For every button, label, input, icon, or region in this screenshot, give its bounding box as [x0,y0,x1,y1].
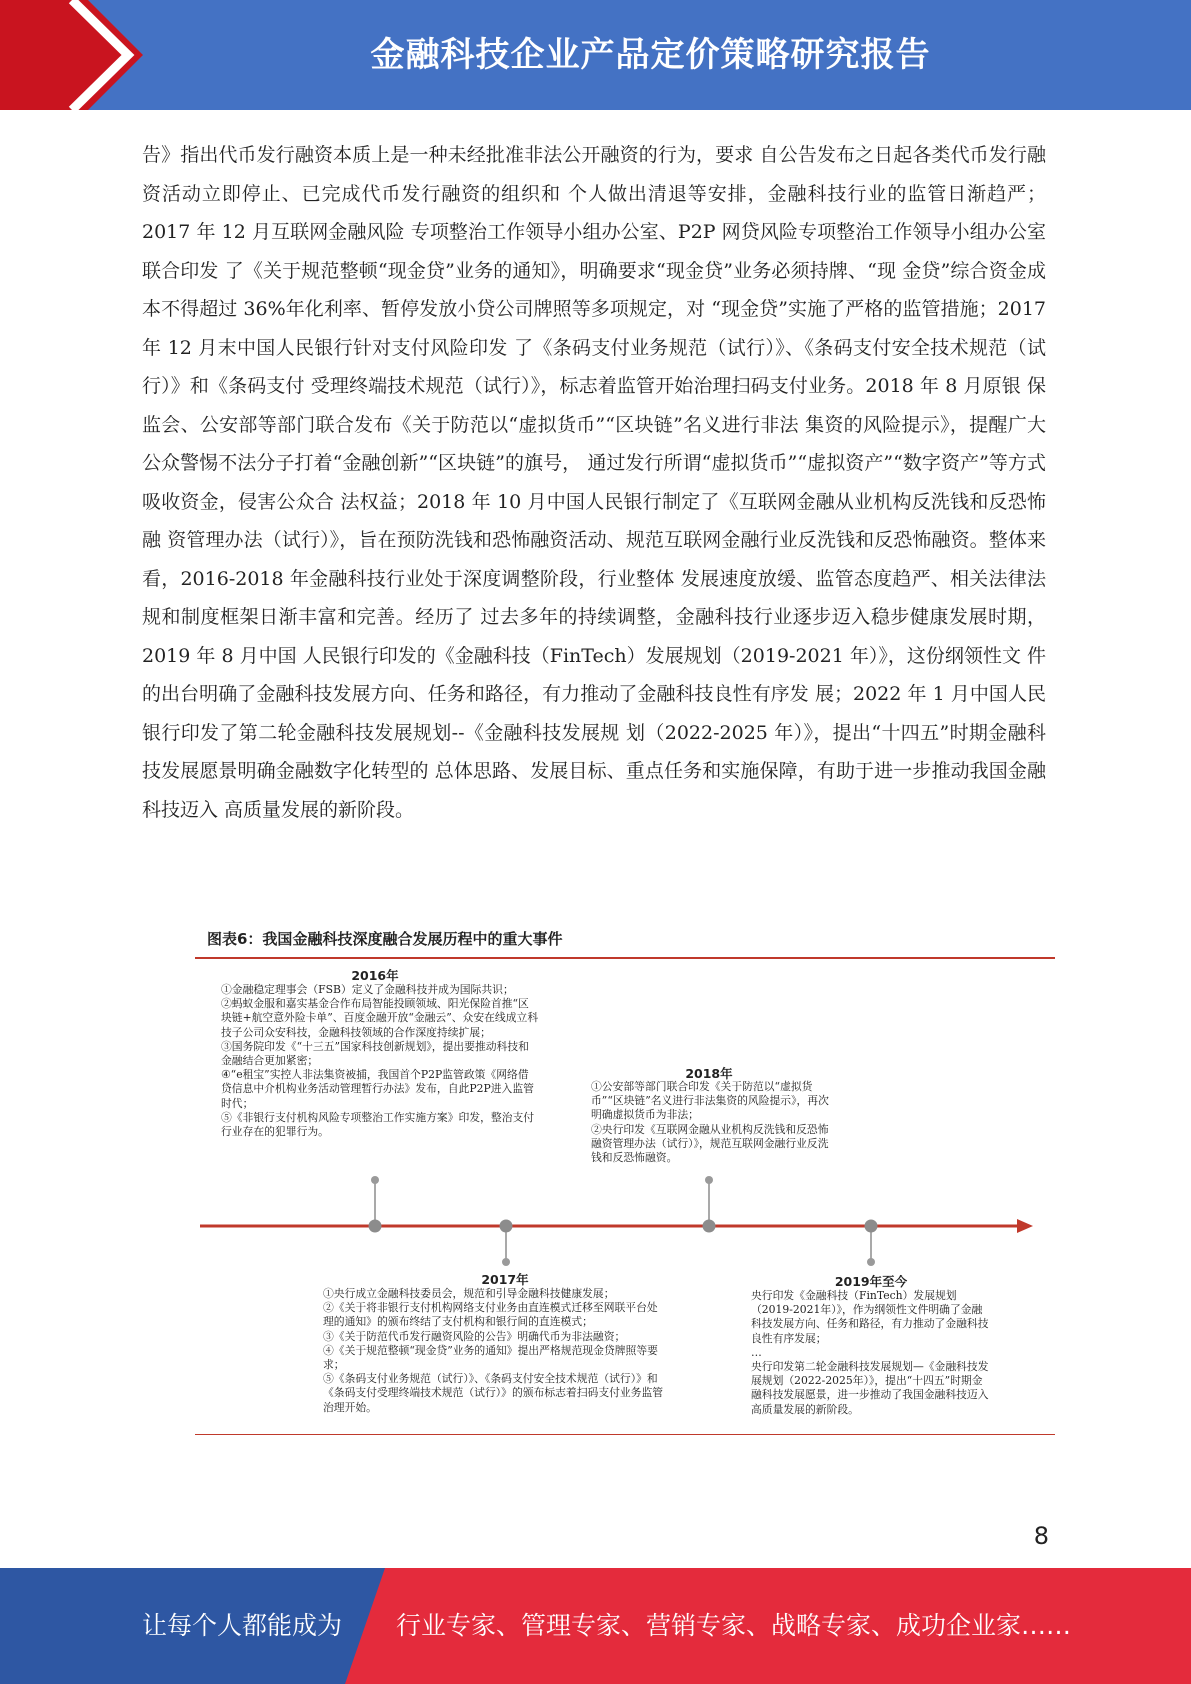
event-year-2018: 2018年 [685,1066,733,1081]
figure-title: 图表6：我国金融科技深度融合发展历程中的重大事件 [207,930,563,948]
timeline-figure [195,920,1055,1435]
body-paragraph: 告》指出代币发行融资本质上是一种未经批准非法公开融资的行为，要求 自公告发布之日起各类代币发行融资活动立即停止、已完成代币发行融资的组织和 个人做出清退等安排，金融科技行业的监管日渐趋严；2017 年 12 月互联网金融风险 专项整治工作领导小组办公室、P2P 网贷风险专项整治工作领导小组办公室联合印发 了《关于规范整顿“现金贷”业务的通知》，明确要求“现金贷”业务必须持牌、“现 金贷”综合资金成本不得超过 36%年化利率、暂停发放小贷公司牌照等多项规定，对 “现金贷”实施了严格的监管措施；2017 年 12 月末中国人民银行针对支付风险印发 了《条码支付业务规范（试行）》、《条码支付安全技术规范（试行）》和《条码支付 受理终端技术规范（试行）》，标志着监管开始治理扫码支付业务。2018 年 8 月原银 保监会、公安部等部门联合发布《关于防范以“虚拟货币”“区块链”名义进行非法 集资的风险提示》，提醒广大公众警惕不法分子打着“金融创新”“区块链”的旗号， 通过发行所谓“虚拟货币”“虚拟资产”“数字资产”等方式吸收资金，侵害公众合 法权益；2018 年 10 月中国人民银行制定了《互联网金融从业机构反洗钱和反恐怖融 资管理办法（试行）》，旨在预防洗钱和恐怖融资活动、规范互联网金融行业反洗钱和反恐怖融资。整体来看，2016-2018 年金融科技行业处于深度调整阶段，行业整体 发展速度放缓、监管态度趋严、相关法律法规和制度框架日渐丰富和完善。经历了 过去多年的持续调整，金融科技行业逐步迈入稳步健康发展时期，2019 年 8 月中国 人民银行印发的《金融科技（FinTech）发展规划（2019-2021 年）》，这份纲领性文 件的出台明确了金融科技发展方向、任务和路径，有力推动了金融科技良性有序发 展；2022 年 1 月中国人民银行印发了第二轮金融科技发展规划--《金融科技发展规 划（2022-2025 年）》，提出“十四五”时期金融科技发展愿景明确金融数字化转型的 总体思路、发展目标、重点任务和实施保障，有助于进一步推动我国金融科技迈入 高质量发展的新阶段。 [142,144,1046,821]
header-red-chevron [0,0,150,110]
timeline-node-2018 [703,1176,716,1233]
page-footer [0,1568,1191,1684]
page-number: 8 [1033,1522,1049,1550]
page-header [0,0,1191,110]
event-text-2017: ①央行成立金融科技委员会，规范和引导金融科技健康发展； ②《关于将非银行支付机构网络支付业务由直连模式迁移至网联平台处理的通知》的颁布终结了支付机构和银行间的直连模式； ③《关于防范代币发行融资风险的公告》明确代币为非法融资； ④《关于规范整顿“现金贷”业务的通知》提出严格规范现金贷牌照等要求； ⑤《条码支付业务规范（试行）》、《条码支付安全技术规范（试行）》和《条码支付受理终端技术规范（试行）》的颁布标志着扫码支付业务监管治理开始。 [323,1287,664,1414]
timeline-node-2016 [369,1176,382,1233]
report-title: 金融科技企业产品定价策略研究报告 [370,35,931,75]
event-text-2016: ①金融稳定理事会（FSB）定义了金融科技并成为国际共识； ②蚂蚁金服和嘉实基金合作布局智能投顾领域、阳光保险首推“区块链+航空意外险卡单”、百度金融开放“金融云”、众安在线成立科技子公司众安科技，金融科技领域的合作深度持续扩展； ③国务院印发《“十三五”国家科技创新规划》，提出要推动科技和金融结合更加紧密； ④“e租宝”实控人非法集资被捕，我国首个P2P监管政策《网络借贷信息中介机构业务活动管理暂行办法》发布，自此P2P进入监管时代； ⑤《非银行支付机构风险专项整治工作实施方案》印发，整治支付行业存在的犯罪行为。 [221,983,539,1139]
event-year-2017: 2017年 [481,1272,529,1287]
figure-bottom-rule [195,1434,1055,1435]
footer-slogan-left: 让每个人都能成为 [142,1611,343,1640]
timeline-node-2017 [500,1220,513,1267]
event-year-2016: 2016年 [351,968,399,983]
event-year-2019: 2019年至今 [834,1274,908,1289]
footer-slogan-right: 行业专家、管理专家、营销专家、战略专家、成功企业家…… [396,1611,1072,1640]
event-text-2018: ①公安部等部门联合印发《关于防范以“虚拟货币”“区块链”名义进行非法集资的风险提示》，再次明确虚拟货币为非法； ②央行印发《互联网金融从业机构反洗钱和反恐怖融资管理办法（试行）》，规范互联网金融行业反洗钱和反恐怖融资。 [591,1080,829,1165]
timeline-arrow-icon [1017,1219,1033,1233]
timeline-node-2019 [865,1220,878,1267]
event-text-2019: 央行印发《金融科技（FinTech）发展规划（2019-2021年）》，作为纲领性文件明确了金融科技发展方向、任务和路径，有力推动了金融科技良性有序发展； … 央行印发第二轮金融科技发展规划—《金融科技发展规划（2022-2025年）》，提出“十四五”时期金融科技发展愿景，进一步推动了我国金融科技迈入高质量发展的新阶段。 [751,1289,989,1416]
